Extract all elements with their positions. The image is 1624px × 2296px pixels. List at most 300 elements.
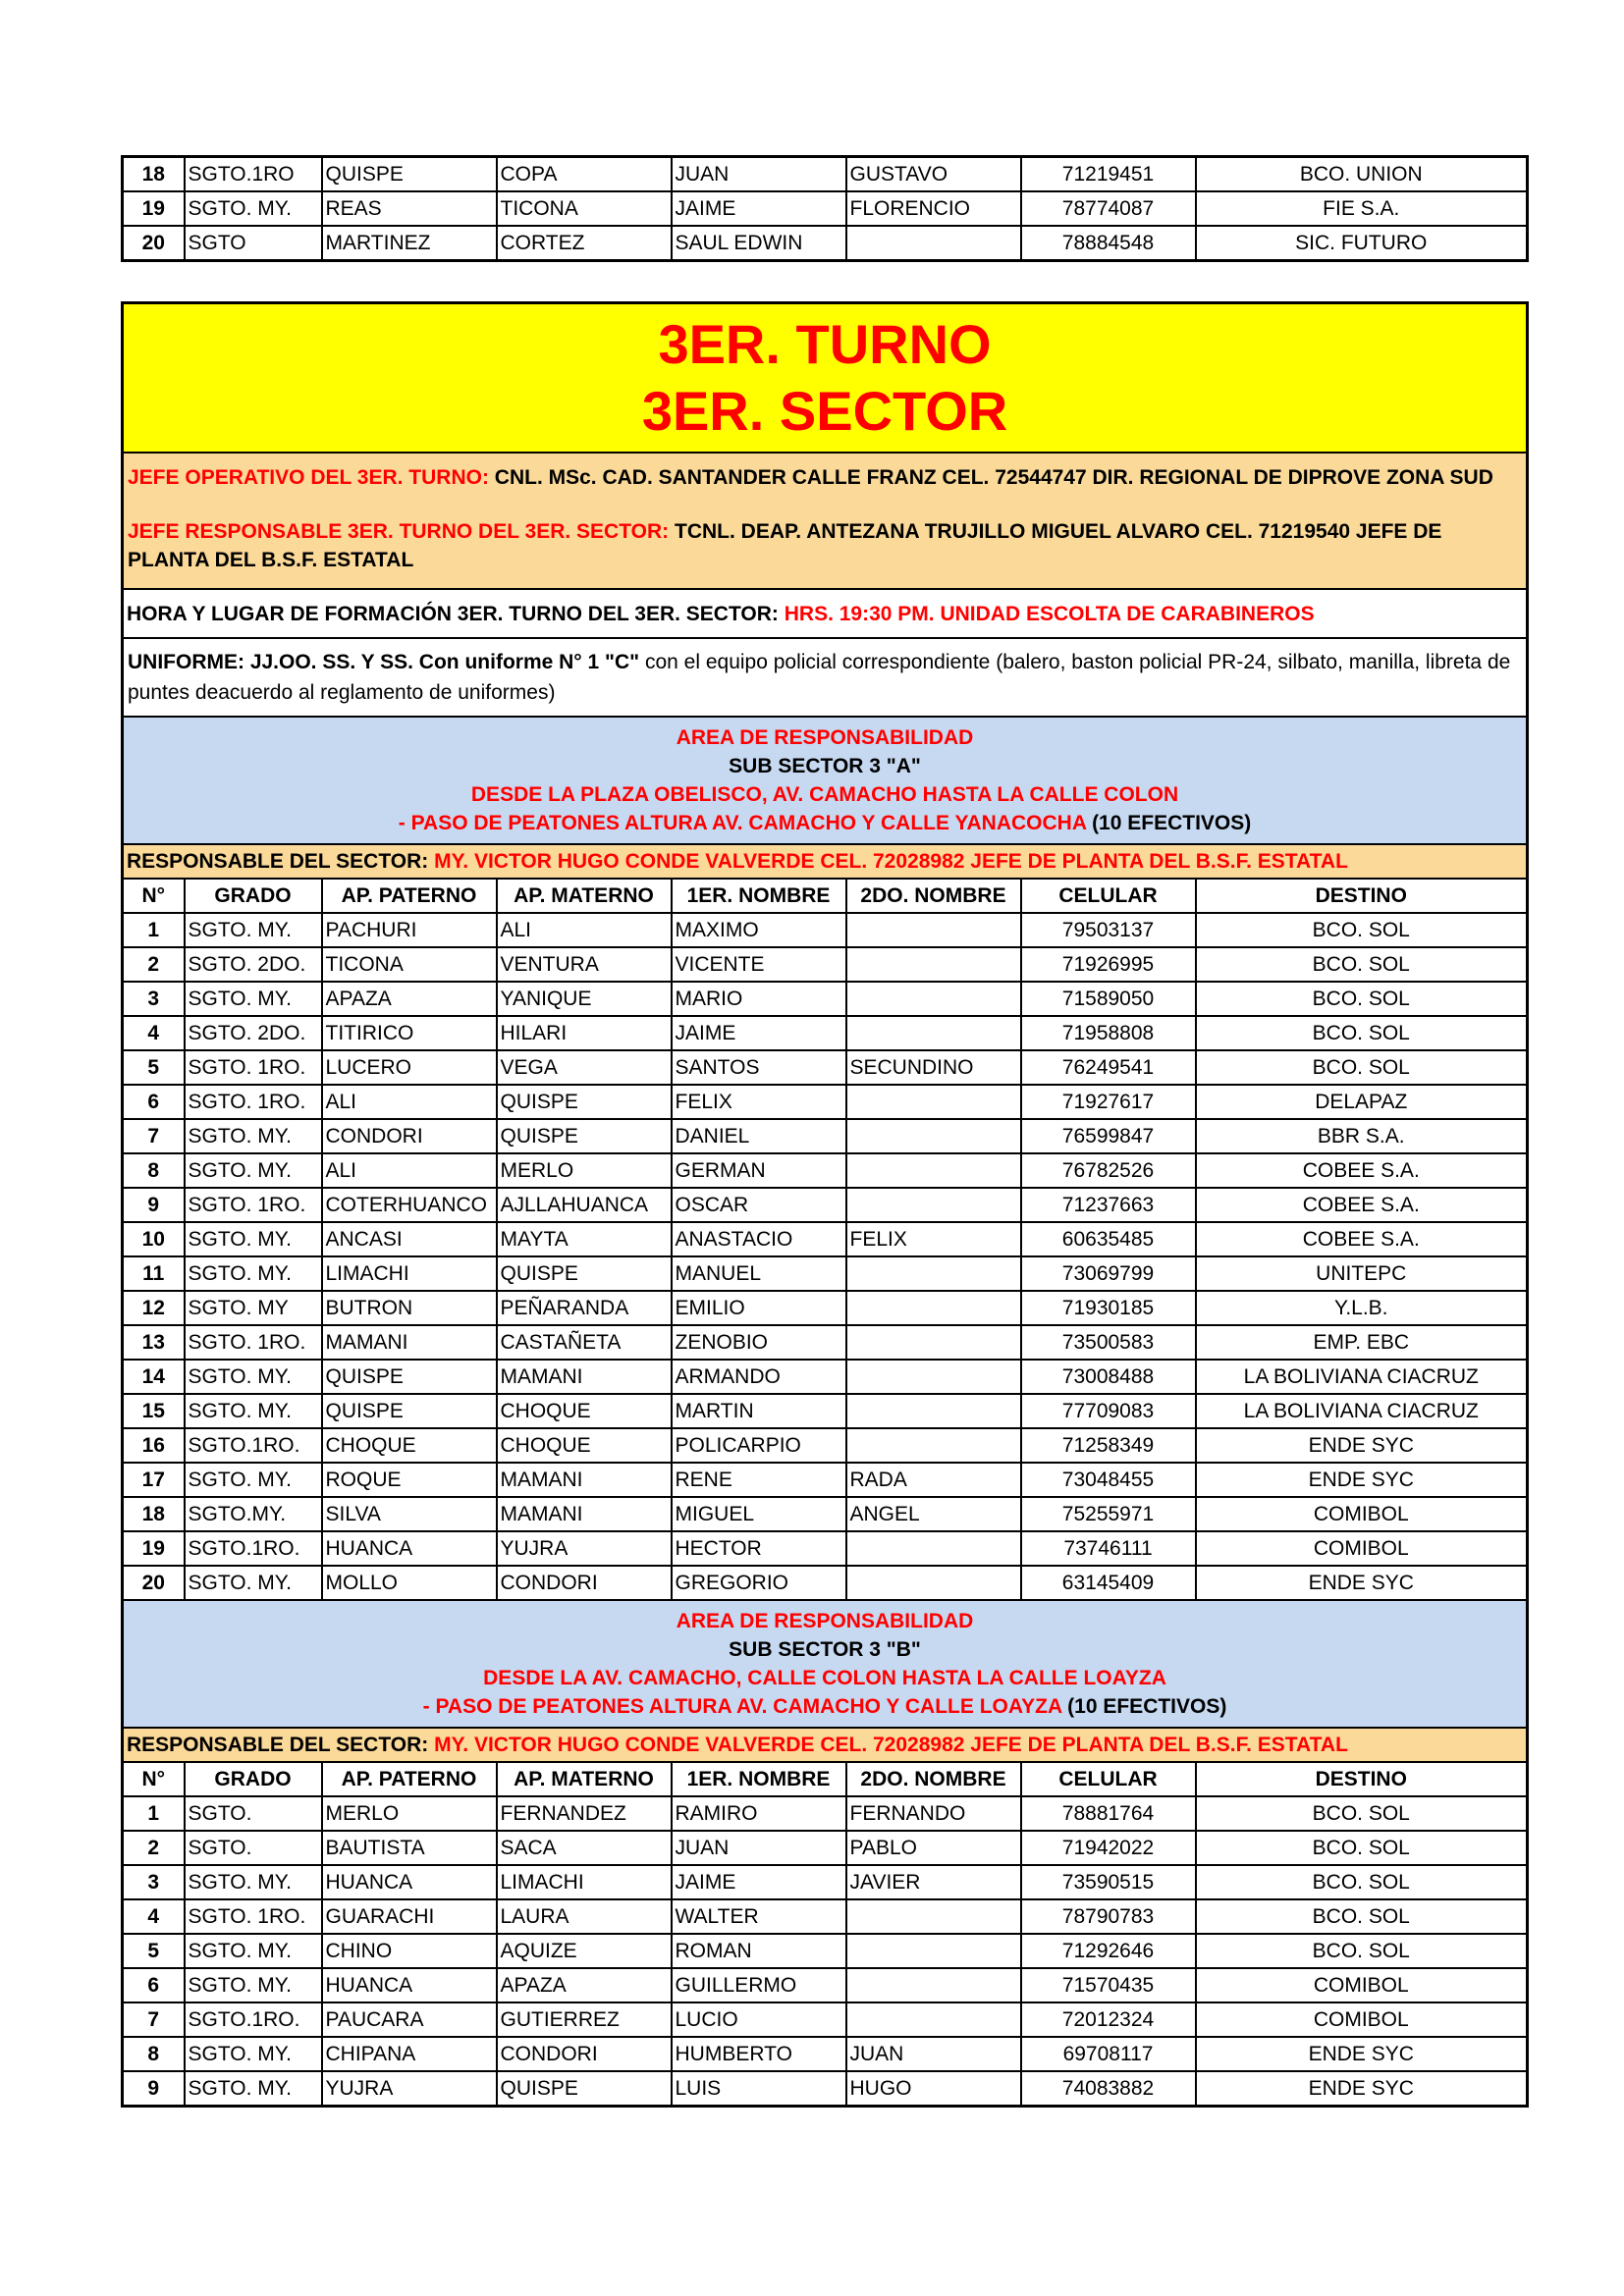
cell-grado: SGTO. MY. [185, 1256, 322, 1291]
title-turno: 3ER. TURNO [658, 313, 992, 375]
area-title: AREA DE RESPONSABILIDAD [676, 726, 974, 749]
cell-primer-nombre: HUMBERTO [672, 2037, 846, 2071]
cell-celular: 71930185 [1021, 1291, 1196, 1325]
cell-segundo-nombre [846, 226, 1021, 261]
table-row [123, 1463, 1528, 1497]
cell-ap-paterno: QUISPE [322, 157, 497, 192]
cell-ap-materno: QUISPE [497, 1119, 672, 1153]
cell-destino: COBEE S.A. [1196, 1222, 1528, 1256]
cell-ap-paterno: CONDORI [322, 1119, 497, 1153]
cell-primer-nombre: MARTIN [672, 1394, 846, 1428]
table-row [123, 1256, 1528, 1291]
cell-grado: SGTO. MY. [185, 1360, 322, 1394]
cell-celular: 71258349 [1021, 1428, 1196, 1463]
cell-grado: SGTO.1RO. [185, 1531, 322, 1566]
jefe-operativo [128, 463, 1522, 492]
table-row [123, 1968, 1528, 2002]
cell-ap-materno: YANIQUE [497, 982, 672, 1016]
cell-grado: SGTO. MY. [185, 1865, 322, 1899]
table-row [123, 1831, 1528, 1865]
cell-celular: 73008488 [1021, 1360, 1196, 1394]
cell-numero: 1 [123, 913, 185, 947]
cell-grado: SGTO. [185, 1831, 322, 1865]
area-line-2 [124, 1692, 1526, 1721]
cell-numero: 1 [123, 1796, 185, 1831]
cell-celular: 75255971 [1021, 1497, 1196, 1531]
cell-celular: 71237663 [1021, 1188, 1196, 1222]
table-row [123, 1291, 1528, 1325]
cell-numero: 5 [123, 1050, 185, 1085]
cell-ap-paterno: SILVA [322, 1497, 497, 1531]
area-line-2-text: - PASO DE PEATONES ALTURA AV. CAMACHO Y CALLE LOAYZA [422, 1695, 1062, 1718]
cell-ap-paterno: BUTRON [322, 1291, 497, 1325]
cell-numero: 19 [123, 1531, 185, 1566]
cell-ap-paterno: HUANCA [322, 1968, 497, 2002]
cell-numero: 9 [123, 1188, 185, 1222]
cell-segundo-nombre: JAVIER [846, 1865, 1021, 1899]
cell-destino: COMIBOL [1196, 2002, 1528, 2037]
cell-ap-materno: QUISPE [497, 1256, 672, 1291]
cell-numero: 4 [123, 1899, 185, 1934]
responsable-row [123, 844, 1528, 879]
cell-primer-nombre: JUAN [672, 1831, 846, 1865]
cell-primer-nombre: POLICARPIO [672, 1428, 846, 1463]
efectivos-count: (10 EFECTIVOS) [1086, 812, 1252, 834]
cell-primer-nombre: JAIME [672, 191, 846, 226]
cell-celular: 69708117 [1021, 2037, 1196, 2071]
cell-celular: 71292646 [1021, 1934, 1196, 1968]
cell-ap-paterno: HUANCA [322, 1531, 497, 1566]
cell-ap-materno: CHOQUE [497, 1428, 672, 1463]
cell-segundo-nombre [846, 1360, 1021, 1394]
table-row [123, 913, 1528, 947]
responsable-value: MY. VICTOR HUGO CONDE VALVERDE CEL. 72028982 JEFE DE PLANTA DEL B.S.F. ESTATAL [428, 850, 1348, 873]
cell-grado: SGTO. MY. [185, 1566, 322, 1600]
cell-ap-materno: VEGA [497, 1050, 672, 1085]
cell-primer-nombre: WALTER [672, 1899, 846, 1934]
header-destino: DESTINO [1196, 879, 1528, 913]
cell-segundo-nombre [846, 1531, 1021, 1566]
header-row [123, 1762, 1528, 1796]
cell-ap-materno: FERNANDEZ [497, 1796, 672, 1831]
header-row [123, 879, 1528, 913]
cell-numero: 2 [123, 947, 185, 982]
table-row [123, 1566, 1528, 1600]
cell-segundo-nombre [846, 1291, 1021, 1325]
cell-primer-nombre: ARMANDO [672, 1360, 846, 1394]
efectivos-count: (10 EFECTIVOS) [1061, 1695, 1227, 1718]
cell-destino: FIE S.A. [1196, 191, 1528, 226]
uniforme-label: UNIFORME: JJ.OO. SS. Y SS. Con uniforme N° 1 "C" [128, 651, 640, 673]
table-row [123, 1428, 1528, 1463]
cell-ap-materno: CONDORI [497, 1566, 672, 1600]
cell-primer-nombre: LUCIO [672, 2002, 846, 2037]
header-primer-nombre: 1ER. NOMBRE [672, 1762, 846, 1796]
cell-numero: 15 [123, 1394, 185, 1428]
area-line-2-text: - PASO DE PEATONES ALTURA AV. CAMACHO Y CALLE YANACOCHA [398, 812, 1087, 834]
cell-ap-paterno: QUISPE [322, 1360, 497, 1394]
cell-segundo-nombre [846, 947, 1021, 982]
cell-celular: 63145409 [1021, 1566, 1196, 1600]
cell-segundo-nombre [846, 1428, 1021, 1463]
table-row [123, 2071, 1528, 2107]
cell-ap-materno: APAZA [497, 1968, 672, 2002]
cell-segundo-nombre [846, 1256, 1021, 1291]
cell-ap-materno: PEÑARANDA [497, 1291, 672, 1325]
cell-celular: 78884548 [1021, 226, 1196, 261]
jefe-operativo-value: CNL. MSc. CAD. SANTANDER CALLE FRANZ CEL. 72544747 DIR. REGIONAL DE DIPROVE ZONA SUD [488, 466, 1493, 489]
cell-celular: 71927617 [1021, 1085, 1196, 1119]
cell-segundo-nombre [846, 2002, 1021, 2037]
cell-ap-materno: MAMANI [497, 1360, 672, 1394]
cell-destino: BCO. SOL [1196, 982, 1528, 1016]
cell-segundo-nombre [846, 1934, 1021, 1968]
table-row [123, 1119, 1528, 1153]
cell-ap-paterno: MARTINEZ [322, 226, 497, 261]
cell-destino: ENDE SYC [1196, 2071, 1528, 2107]
header-numero: N° [123, 1762, 185, 1796]
cell-primer-nombre: HECTOR [672, 1531, 846, 1566]
cell-destino: BCO. SOL [1196, 947, 1528, 982]
cell-destino: COMIBOL [1196, 1968, 1528, 2002]
cell-celular: 71570435 [1021, 1968, 1196, 2002]
cell-celular: 78881764 [1021, 1796, 1196, 1831]
cell-primer-nombre: SAUL EDWIN [672, 226, 846, 261]
cell-ap-materno: MAMANI [497, 1463, 672, 1497]
cell-primer-nombre: GERMAN [672, 1153, 846, 1188]
cell-celular: 77709083 [1021, 1394, 1196, 1428]
cell-segundo-nombre [846, 1188, 1021, 1222]
cell-numero: 19 [123, 191, 185, 226]
cell-celular: 73069799 [1021, 1256, 1196, 1291]
header-primer-nombre: 1ER. NOMBRE [672, 879, 846, 913]
cell-celular: 71942022 [1021, 1831, 1196, 1865]
cell-celular: 73590515 [1021, 1865, 1196, 1899]
cell-destino: LA BOLIVIANA CIACRUZ [1196, 1394, 1528, 1428]
cell-destino: BCO. SOL [1196, 1016, 1528, 1050]
cell-grado: SGTO. 1RO. [185, 1085, 322, 1119]
cell-numero: 8 [123, 2037, 185, 2071]
jefe-responsable [128, 517, 1522, 574]
cell-segundo-nombre [846, 1899, 1021, 1934]
cell-celular: 74083882 [1021, 2071, 1196, 2107]
sector-3-table [121, 301, 1529, 2108]
header-ap-paterno: AP. PATERNO [322, 1762, 497, 1796]
cell-numero: 8 [123, 1153, 185, 1188]
cell-numero: 9 [123, 2071, 185, 2107]
cell-grado: SGTO. MY [185, 1291, 322, 1325]
cell-destino: BCO. SOL [1196, 1899, 1528, 1934]
cell-segundo-nombre [846, 1085, 1021, 1119]
header-celular: CELULAR [1021, 879, 1196, 913]
cell-ap-materno: LIMACHI [497, 1865, 672, 1899]
cell-ap-materno: ALI [497, 913, 672, 947]
cell-segundo-nombre [846, 913, 1021, 947]
cell-ap-materno: SACA [497, 1831, 672, 1865]
cell-grado: SGTO. MY. [185, 2071, 322, 2107]
cell-destino: BCO. SOL [1196, 913, 1528, 947]
cell-numero: 18 [123, 157, 185, 192]
cell-primer-nombre: RAMIRO [672, 1796, 846, 1831]
cell-ap-paterno: BAUTISTA [322, 1831, 497, 1865]
cell-primer-nombre: ANASTACIO [672, 1222, 846, 1256]
cell-ap-materno: AJLLAHUANCA [497, 1188, 672, 1222]
cell-primer-nombre: JAIME [672, 1016, 846, 1050]
cell-primer-nombre: RENE [672, 1463, 846, 1497]
sub-sector-label: SUB SECTOR 3 "A" [729, 755, 921, 777]
cell-ap-materno: MAYTA [497, 1222, 672, 1256]
cell-celular: 73048455 [1021, 1463, 1196, 1497]
cell-ap-paterno: PACHURI [322, 913, 497, 947]
cell-celular: 78790783 [1021, 1899, 1196, 1934]
header-segundo-nombre: 2DO. NOMBRE [846, 879, 1021, 913]
cell-grado: SGTO [185, 226, 322, 261]
cell-destino: ENDE SYC [1196, 1463, 1528, 1497]
cell-destino: ENDE SYC [1196, 1428, 1528, 1463]
cell-grado: SGTO. 1RO. [185, 1050, 322, 1085]
cell-ap-paterno: APAZA [322, 982, 497, 1016]
cell-segundo-nombre [846, 1968, 1021, 2002]
table-row [123, 1360, 1528, 1394]
cell-segundo-nombre: SECUNDINO [846, 1050, 1021, 1085]
cell-grado: SGTO. 2DO. [185, 1016, 322, 1050]
header-numero: N° [123, 879, 185, 913]
cell-segundo-nombre: PABLO [846, 1831, 1021, 1865]
cell-destino: UNITEPC [1196, 1256, 1528, 1291]
area-row [123, 717, 1528, 844]
cell-destino: SIC. FUTURO [1196, 226, 1528, 261]
cell-destino: COBEE S.A. [1196, 1188, 1528, 1222]
cell-numero: 5 [123, 1934, 185, 1968]
cell-segundo-nombre [846, 1119, 1021, 1153]
table-row [123, 1085, 1528, 1119]
cell-ap-materno: CHOQUE [497, 1394, 672, 1428]
cell-numero: 16 [123, 1428, 185, 1463]
cell-ap-paterno: GUARACHI [322, 1899, 497, 1934]
table-row [123, 1796, 1528, 1831]
cell-primer-nombre: MARIO [672, 982, 846, 1016]
cell-ap-materno: MAMANI [497, 1497, 672, 1531]
cell-numero: 7 [123, 2002, 185, 2037]
cell-ap-paterno: HUANCA [322, 1865, 497, 1899]
responsable-value: MY. VICTOR HUGO CONDE VALVERDE CEL. 72028982 JEFE DE PLANTA DEL B.S.F. ESTATAL [428, 1734, 1348, 1756]
sub-sector-label: SUB SECTOR 3 "B" [729, 1638, 921, 1661]
header-destino: DESTINO [1196, 1762, 1528, 1796]
uniforme [123, 638, 1528, 717]
cell-destino: BCO. SOL [1196, 1050, 1528, 1085]
cell-destino: COMIBOL [1196, 1531, 1528, 1566]
jefes-block [123, 453, 1528, 589]
cell-primer-nombre: DANIEL [672, 1119, 846, 1153]
cell-ap-paterno: MERLO [322, 1796, 497, 1831]
cell-ap-paterno: YUJRA [322, 2071, 497, 2107]
cell-destino: LA BOLIVIANA CIACRUZ [1196, 1360, 1528, 1394]
cell-ap-paterno: CHOQUE [322, 1428, 497, 1463]
cell-ap-paterno: MOLLO [322, 1566, 497, 1600]
cell-numero: 20 [123, 1566, 185, 1600]
responsable-sector [123, 1728, 1528, 1762]
cell-numero: 11 [123, 1256, 185, 1291]
cell-destino: COBEE S.A. [1196, 1153, 1528, 1188]
cell-primer-nombre: LUIS [672, 2071, 846, 2107]
header-celular: CELULAR [1021, 1762, 1196, 1796]
cell-segundo-nombre: HUGO [846, 2071, 1021, 2107]
cell-ap-materno: VENTURA [497, 947, 672, 982]
cell-destino: COMIBOL [1196, 1497, 1528, 1531]
cell-ap-materno: CORTEZ [497, 226, 672, 261]
cell-segundo-nombre: ANGEL [846, 1497, 1021, 1531]
cell-destino: BCO. SOL [1196, 1796, 1528, 1831]
cell-primer-nombre: GREGORIO [672, 1566, 846, 1600]
cell-ap-materno: CASTAÑETA [497, 1325, 672, 1360]
cell-segundo-nombre: RADA [846, 1463, 1021, 1497]
uniforme-value: con el equipo policial correspondiente (balero, baston policial PR-24, silbato, manilla, libreta de puntes deacuerdo al reglamento de uniformes) [128, 651, 1511, 704]
cell-celular: 76782526 [1021, 1153, 1196, 1188]
cell-primer-nombre: ROMAN [672, 1934, 846, 1968]
hora-value: HRS. 19:30 PM. UNIDAD ESCOLTA DE CARABINEROS [778, 602, 1315, 625]
cell-grado: SGTO. MY. [185, 2037, 322, 2071]
cell-numero: 2 [123, 1831, 185, 1865]
cell-primer-nombre: MAXIMO [672, 913, 846, 947]
cell-segundo-nombre [846, 1325, 1021, 1360]
table-row [123, 982, 1528, 1016]
table-row [123, 1899, 1528, 1934]
cell-grado: SGTO.1RO [185, 157, 322, 192]
table-row [123, 2002, 1528, 2037]
cell-grado: SGTO.MY. [185, 1497, 322, 1531]
cell-ap-materno: GUTIERREZ [497, 2002, 672, 2037]
cell-grado: SGTO. MY. [185, 1119, 322, 1153]
table-row [123, 1153, 1528, 1188]
cell-grado: SGTO.1RO. [185, 1428, 322, 1463]
table-row [123, 157, 1528, 192]
cell-primer-nombre: JAIME [672, 1865, 846, 1899]
cell-segundo-nombre [846, 1394, 1021, 1428]
cell-ap-paterno: QUISPE [322, 1394, 497, 1428]
cell-celular: 79503137 [1021, 913, 1196, 947]
cell-segundo-nombre: FERNANDO [846, 1796, 1021, 1831]
cell-celular: 73500583 [1021, 1325, 1196, 1360]
cell-segundo-nombre [846, 1153, 1021, 1188]
cell-primer-nombre: GUILLERMO [672, 1968, 846, 2002]
table-row [123, 1497, 1528, 1531]
cell-ap-paterno: LUCERO [322, 1050, 497, 1085]
responsable-sector [123, 844, 1528, 879]
cell-primer-nombre: SANTOS [672, 1050, 846, 1085]
cell-ap-paterno: CHINO [322, 1934, 497, 1968]
cell-grado: SGTO. 1RO. [185, 1188, 322, 1222]
cell-grado: SGTO. [185, 1796, 322, 1831]
table-row [123, 1188, 1528, 1222]
table-row [123, 226, 1528, 261]
previous-sector-table [121, 155, 1529, 262]
cell-grado: SGTO. MY. [185, 191, 322, 226]
cell-primer-nombre: MIGUEL [672, 1497, 846, 1531]
cell-numero: 7 [123, 1119, 185, 1153]
area-title: AREA DE RESPONSABILIDAD [676, 1610, 974, 1632]
table-row [123, 2037, 1528, 2071]
cell-ap-paterno: PAUCARA [322, 2002, 497, 2037]
cell-celular: 76249541 [1021, 1050, 1196, 1085]
page-title [123, 303, 1528, 454]
table-row [123, 1394, 1528, 1428]
header-ap-paterno: AP. PATERNO [322, 879, 497, 913]
cell-ap-paterno: CHIPANA [322, 2037, 497, 2071]
hora-label: HORA Y LUGAR DE FORMACIÓN 3ER. TURNO DEL 3ER. SECTOR: [127, 602, 779, 625]
jefe-operativo-label: JEFE OPERATIVO DEL 3ER. TURNO: [128, 466, 489, 489]
cell-ap-materno: HILARI [497, 1016, 672, 1050]
cell-primer-nombre: EMILIO [672, 1291, 846, 1325]
cell-numero: 18 [123, 1497, 185, 1531]
cell-grado: SGTO. 2DO. [185, 947, 322, 982]
cell-ap-materno: AQUIZE [497, 1934, 672, 1968]
cell-destino: DELAPAZ [1196, 1085, 1528, 1119]
cell-segundo-nombre: FLORENCIO [846, 191, 1021, 226]
cell-grado: SGTO. MY. [185, 1394, 322, 1428]
cell-numero: 12 [123, 1291, 185, 1325]
cell-celular: 72012324 [1021, 2002, 1196, 2037]
cell-ap-paterno: ANCASI [322, 1222, 497, 1256]
area-line-2 [124, 809, 1526, 837]
cell-destino: Y.L.B. [1196, 1291, 1528, 1325]
table-row [123, 1934, 1528, 1968]
cell-destino: BCO. UNION [1196, 157, 1528, 192]
table-row [123, 1865, 1528, 1899]
responsable-label: RESPONSABLE DEL SECTOR: [127, 850, 429, 873]
area-line-1: DESDE LA AV. CAMACHO, CALLE COLON HASTA LA CALLE LOAYZA [483, 1667, 1166, 1689]
cell-ap-materno: CONDORI [497, 2037, 672, 2071]
cell-celular: 71926995 [1021, 947, 1196, 982]
cell-grado: SGTO. MY. [185, 913, 322, 947]
cell-ap-paterno: TITIRICO [322, 1016, 497, 1050]
cell-segundo-nombre: JUAN [846, 2037, 1021, 2071]
cell-celular: 78774087 [1021, 191, 1196, 226]
cell-celular: 71589050 [1021, 982, 1196, 1016]
cell-segundo-nombre [846, 1016, 1021, 1050]
cell-celular: 71958808 [1021, 1016, 1196, 1050]
cell-numero: 17 [123, 1463, 185, 1497]
cell-ap-materno: QUISPE [497, 2071, 672, 2107]
cell-ap-materno: YUJRA [497, 1531, 672, 1566]
cell-numero: 3 [123, 982, 185, 1016]
table-row [123, 1531, 1528, 1566]
cell-numero: 14 [123, 1360, 185, 1394]
cell-ap-paterno: ALI [322, 1153, 497, 1188]
cell-destino: ENDE SYC [1196, 1566, 1528, 1600]
cell-primer-nombre: JUAN [672, 157, 846, 192]
cell-grado: SGTO. 1RO. [185, 1899, 322, 1934]
cell-grado: SGTO. MY. [185, 1222, 322, 1256]
cell-grado: SGTO. MY. [185, 1463, 322, 1497]
cell-celular: 76599847 [1021, 1119, 1196, 1153]
cell-grado: SGTO.1RO. [185, 2002, 322, 2037]
cell-destino: BCO. SOL [1196, 1934, 1528, 1968]
cell-ap-paterno: TICONA [322, 947, 497, 982]
cell-ap-paterno: ROQUE [322, 1463, 497, 1497]
cell-destino: EMP. EBC [1196, 1325, 1528, 1360]
jefe-responsable-value: TCNL. DEAP. ANTEZANA TRUJILLO MIGUEL ALVARO CEL. 71219540 JEFE DE PLANTA DEL B.S.F. ESTATAL [128, 520, 1442, 571]
header-grado: GRADO [185, 1762, 322, 1796]
cell-numero: 4 [123, 1016, 185, 1050]
cell-numero: 10 [123, 1222, 185, 1256]
cell-segundo-nombre: GUSTAVO [846, 157, 1021, 192]
cell-numero: 6 [123, 1968, 185, 2002]
cell-ap-materno: QUISPE [497, 1085, 672, 1119]
cell-primer-nombre: OSCAR [672, 1188, 846, 1222]
hora-lugar [123, 589, 1528, 638]
cell-ap-paterno: LIMACHI [322, 1256, 497, 1291]
table-row [123, 947, 1528, 982]
